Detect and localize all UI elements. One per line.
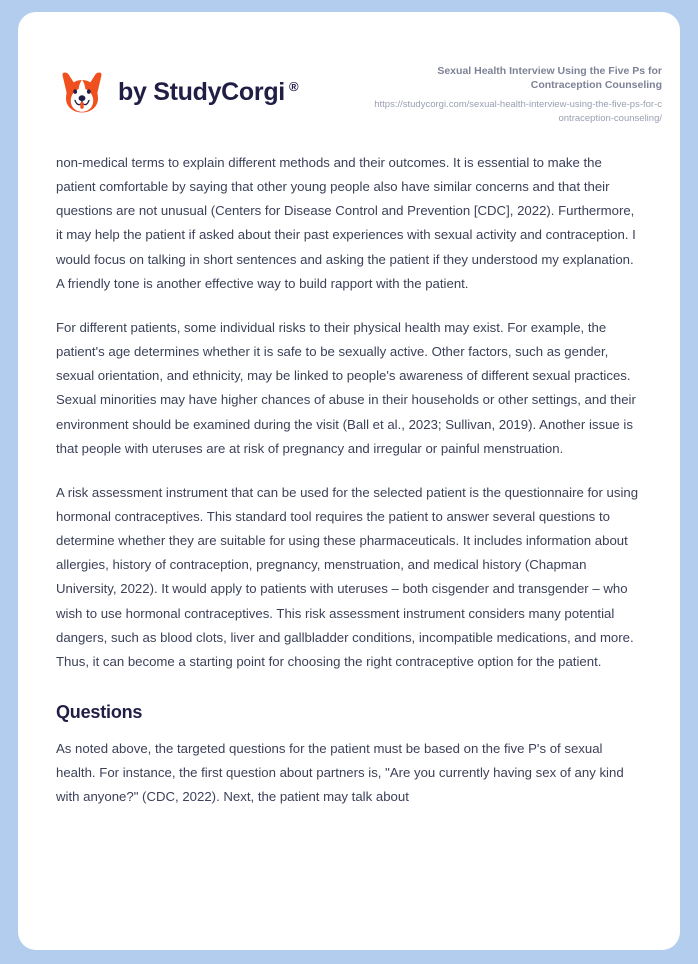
body-paragraph: A risk assessment instrument that can be used for the selected patient is the questionnaire for using hormonal contraceptives. This standard tool requires the patient to answer several questions to determine whether they are suitable for using these pharmaceuticals. It includes information about allergies, history of contraception, pregnancy, menstruation, and medical history (Chapman University, 2022). It would apply to patients with uteruses – both cisgender and transgender – who wish to use hormonal contraceptives. This risk assessment instrument considers many potential dangers, such as blood clots, liver and gallbladder conditions, incompatible medications, and more. Thus, it can become a starting point for choosing the right contraceptive option for the patient. [56,484,639,669]
document-page-card [18,12,680,950]
document-header [18,12,680,125]
source-url[interactable]: https://studycorgi.com/sexual-health-interview-using-the-five-ps-for-contraception-counseling/ [374,99,662,124]
brand-lockup[interactable] [58,60,298,116]
body-paragraph: non-medical terms to explain different methods and their outcomes. It is essential to make the patient comfortable by saying that other young people also have similar concerns and that their questions are not unusual (Centers for Disease Control and Prevention [CDC], 2022). Furthermore, it may help the patient if asked about their past experiences with sexual activity and contraception. I would focus on talking in short sentences and asking the patient if they understood my explanation. A friendly tone is another effective way to build rapport with the patient. [56,154,636,291]
document-meta [372,60,662,125]
brand-wordmark-text: by StudyCorgi [118,77,285,106]
body-paragraph: As noted above, the targeted questions for the patient must be based on the five P's of sexual health. For instance, the first question about partners is, "Are you currently having sex of any kind with anyone?" (CDC, 2022). Next, the patient may talk about [56,741,624,805]
section-heading-questions: Questions [56,702,143,723]
brand-wordmark [118,77,299,106]
document-body [18,125,680,810]
corgi-dog-face-icon [58,68,106,116]
body-paragraph: For different patients, some individual risks to their physical health may exist. For example, the patient's age determines whether it is safe to be sexually active. Other factors, such as gender, sexual orientation, and ethnicity, may be linked to people's awareness of different sexual practices. Sexual minorities may have higher chances of abuse in their households or other settings, and their environment should be examined during the visit (Ball et al., 2023; Sullivan, 2019). Another issue is that people with uteruses are at risk of pregnancy and irregular or painful menstruation. [56,319,636,456]
page-title: Sexual Health Interview Using the Five Ps for Contraception Counseling [437,65,662,92]
registered-trademark-icon: ® [288,78,299,94]
